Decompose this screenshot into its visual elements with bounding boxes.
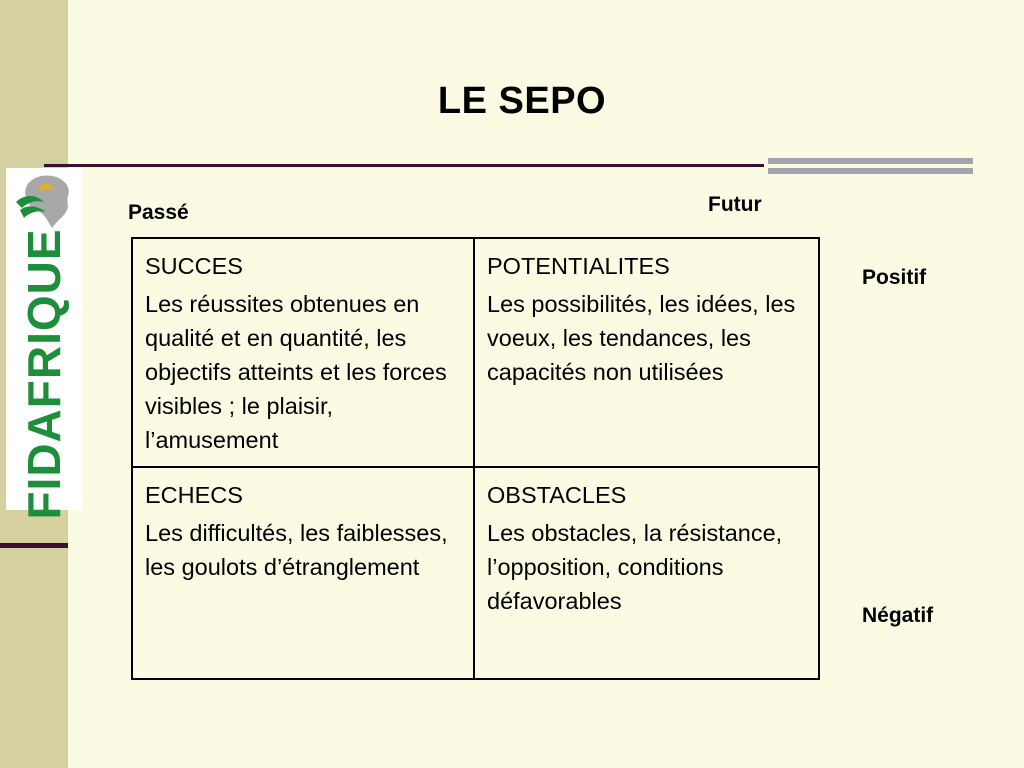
- label-passe: Passé: [128, 201, 189, 224]
- cell-heading: OBSTACLES: [487, 482, 627, 508]
- fidafrique-logo: [6, 168, 82, 520]
- title-underline-rule: [44, 164, 764, 167]
- slide-title: LE SEPO: [437, 80, 607, 122]
- matrix-cell-obstacles: [475, 468, 818, 678]
- label-positif: Positif: [862, 266, 927, 289]
- logo-text-frique: FRIQUE: [18, 228, 70, 409]
- cell-heading: ECHECS: [145, 482, 243, 508]
- cell-heading: POTENTIALITES: [487, 253, 670, 279]
- cell-heading: SUCCES: [145, 253, 243, 279]
- label-futur: Futur: [708, 193, 762, 216]
- cell-body: Les obstacles, la résistance, l’opposition, conditions défavorables: [487, 520, 783, 614]
- accent-bar-bottom: [768, 168, 973, 174]
- sepo-matrix: [131, 237, 820, 680]
- logo-text-fida: FIDA: [18, 408, 70, 520]
- cell-body: Les réussites obtenues en qualité et en quantité, les objectifs atteints et les forces visibles ; le plaisir, l’amusement: [145, 291, 447, 453]
- left-band-divider: [0, 543, 68, 548]
- matrix-cell-echecs: [133, 468, 475, 678]
- accent-bars: [768, 158, 973, 174]
- cell-body: Les possibilités, les idées, les voeux, les tendances, les capacités non utilisées: [487, 291, 796, 385]
- matrix-cell-succes: [133, 239, 475, 468]
- matrix-cell-potentialites: [475, 239, 818, 468]
- africa-map-icon: [10, 172, 78, 232]
- cell-body: Les difficultés, les faiblesses, les goulots d’étranglement: [145, 520, 448, 580]
- label-negatif: Négatif: [862, 604, 934, 627]
